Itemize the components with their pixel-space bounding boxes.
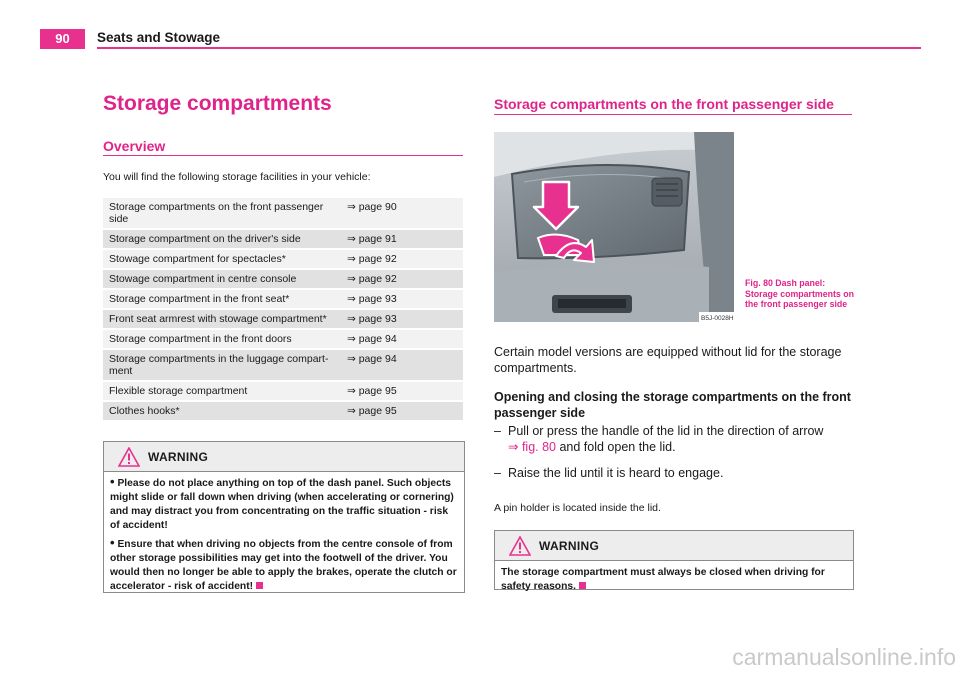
table-row bbox=[103, 381, 463, 401]
row-label: Stowage compartment in centre console bbox=[103, 269, 343, 289]
overview-rule bbox=[103, 155, 463, 156]
warning-box-2 bbox=[494, 530, 854, 590]
warning-label: WARNING bbox=[148, 449, 209, 464]
page-number: 90 bbox=[40, 29, 85, 49]
page-reference-link[interactable]: ⇒ page 92 bbox=[343, 269, 463, 289]
step-1: – Pull or press the handle of the lid in the direction of arrow ⇒ fig. 80 and fold open the lid. bbox=[494, 424, 824, 454]
section-title: Storage compartments bbox=[103, 92, 332, 115]
table-row bbox=[103, 229, 463, 249]
row-label: Flexible storage compartment bbox=[103, 381, 343, 401]
table-row bbox=[103, 349, 463, 381]
table-row bbox=[103, 329, 463, 349]
table-row bbox=[103, 269, 463, 289]
row-label: Storage compartments in the luggage compart-ment bbox=[103, 349, 343, 381]
watermark: carmanualsonline.info bbox=[732, 644, 956, 670]
warning-triangle-icon bbox=[118, 447, 140, 467]
passenger-title: Storage compartments on the front passenger side bbox=[494, 96, 834, 112]
warning-body bbox=[104, 472, 464, 603]
pin-holder-note: A pin holder is located inside the lid. bbox=[494, 502, 661, 514]
page-reference-link[interactable]: ⇒ page 94 bbox=[343, 329, 463, 349]
row-label: Clothes hooks* bbox=[103, 401, 343, 421]
overview-table bbox=[103, 198, 463, 422]
end-mark-icon bbox=[256, 582, 263, 589]
row-label: Storage compartment on the driver's side bbox=[103, 229, 343, 249]
overview-intro: You will find the following storage facilities in your vehicle: bbox=[103, 171, 371, 183]
warning-header-2 bbox=[495, 531, 853, 561]
table-row bbox=[103, 198, 463, 229]
warning-item: • Please do not place anything on top of the dash panel. Such objects might slide or fall down when driving (when accelerating or cornering) and may distract you from concentrating on the traffic situation - risk of accident! bbox=[110, 474, 454, 531]
table-row bbox=[103, 401, 463, 421]
page-reference-link[interactable]: ⇒ page 93 bbox=[343, 309, 463, 329]
warning-box bbox=[103, 441, 465, 593]
running-header: Seats and Stowage bbox=[97, 30, 221, 45]
row-label: Storage compartment in the front seat* bbox=[103, 289, 343, 309]
warning-header bbox=[104, 442, 464, 472]
dash-panel-figure bbox=[494, 132, 734, 322]
figure-code: B5J-0028H bbox=[701, 315, 734, 322]
page-reference-link[interactable]: ⇒ page 93 bbox=[343, 289, 463, 309]
row-label: Storage compartment in the front doors bbox=[103, 329, 343, 349]
row-label: Stowage compartment for spectacles* bbox=[103, 249, 343, 269]
page-reference-link[interactable]: ⇒ page 94 bbox=[343, 349, 463, 381]
overview-title: Overview bbox=[103, 138, 166, 154]
figure-link[interactable]: ⇒ fig. 80 bbox=[508, 440, 556, 454]
table-row bbox=[103, 249, 463, 269]
table-row bbox=[103, 309, 463, 329]
warning-label-2: WARNING bbox=[539, 538, 600, 553]
page-reference-link[interactable]: ⇒ page 95 bbox=[343, 401, 463, 421]
warning-body-2: The storage compartment must always be closed when driving for safety reasons. bbox=[501, 567, 825, 592]
warning-triangle-icon bbox=[509, 536, 531, 556]
page-reference-link[interactable]: ⇒ page 92 bbox=[343, 249, 463, 269]
passenger-rule bbox=[494, 114, 852, 115]
passenger-intro: Certain model versions are equipped without lid for the storage compartments. bbox=[494, 345, 842, 375]
end-mark-icon bbox=[579, 582, 586, 589]
table-row bbox=[103, 289, 463, 309]
header-rule bbox=[97, 47, 921, 49]
warning-item: • Ensure that when driving no objects from the centre console of from other storage possibilities may get into the footwell of the driver. You would then no longer be able to apply the brakes, operate the clutch or accelerator - risk of accident! bbox=[110, 535, 457, 592]
procedure-heading: Opening and closing the storage compartments on the front passenger side bbox=[494, 390, 851, 420]
row-label: Front seat armrest with stowage compartment* bbox=[103, 309, 343, 329]
row-label: Storage compartments on the front passenger side bbox=[103, 198, 343, 229]
page-reference-link[interactable]: ⇒ page 90 bbox=[343, 198, 463, 229]
step-2: – Raise the lid until it is heard to engage. bbox=[494, 466, 724, 480]
page-reference-link[interactable]: ⇒ page 95 bbox=[343, 381, 463, 401]
page-reference-link[interactable]: ⇒ page 91 bbox=[343, 229, 463, 249]
dash-panel-illustration bbox=[494, 132, 734, 322]
figure-caption: Fig. 80 Dash panel: Storage compartments on the front passenger side bbox=[745, 278, 855, 309]
